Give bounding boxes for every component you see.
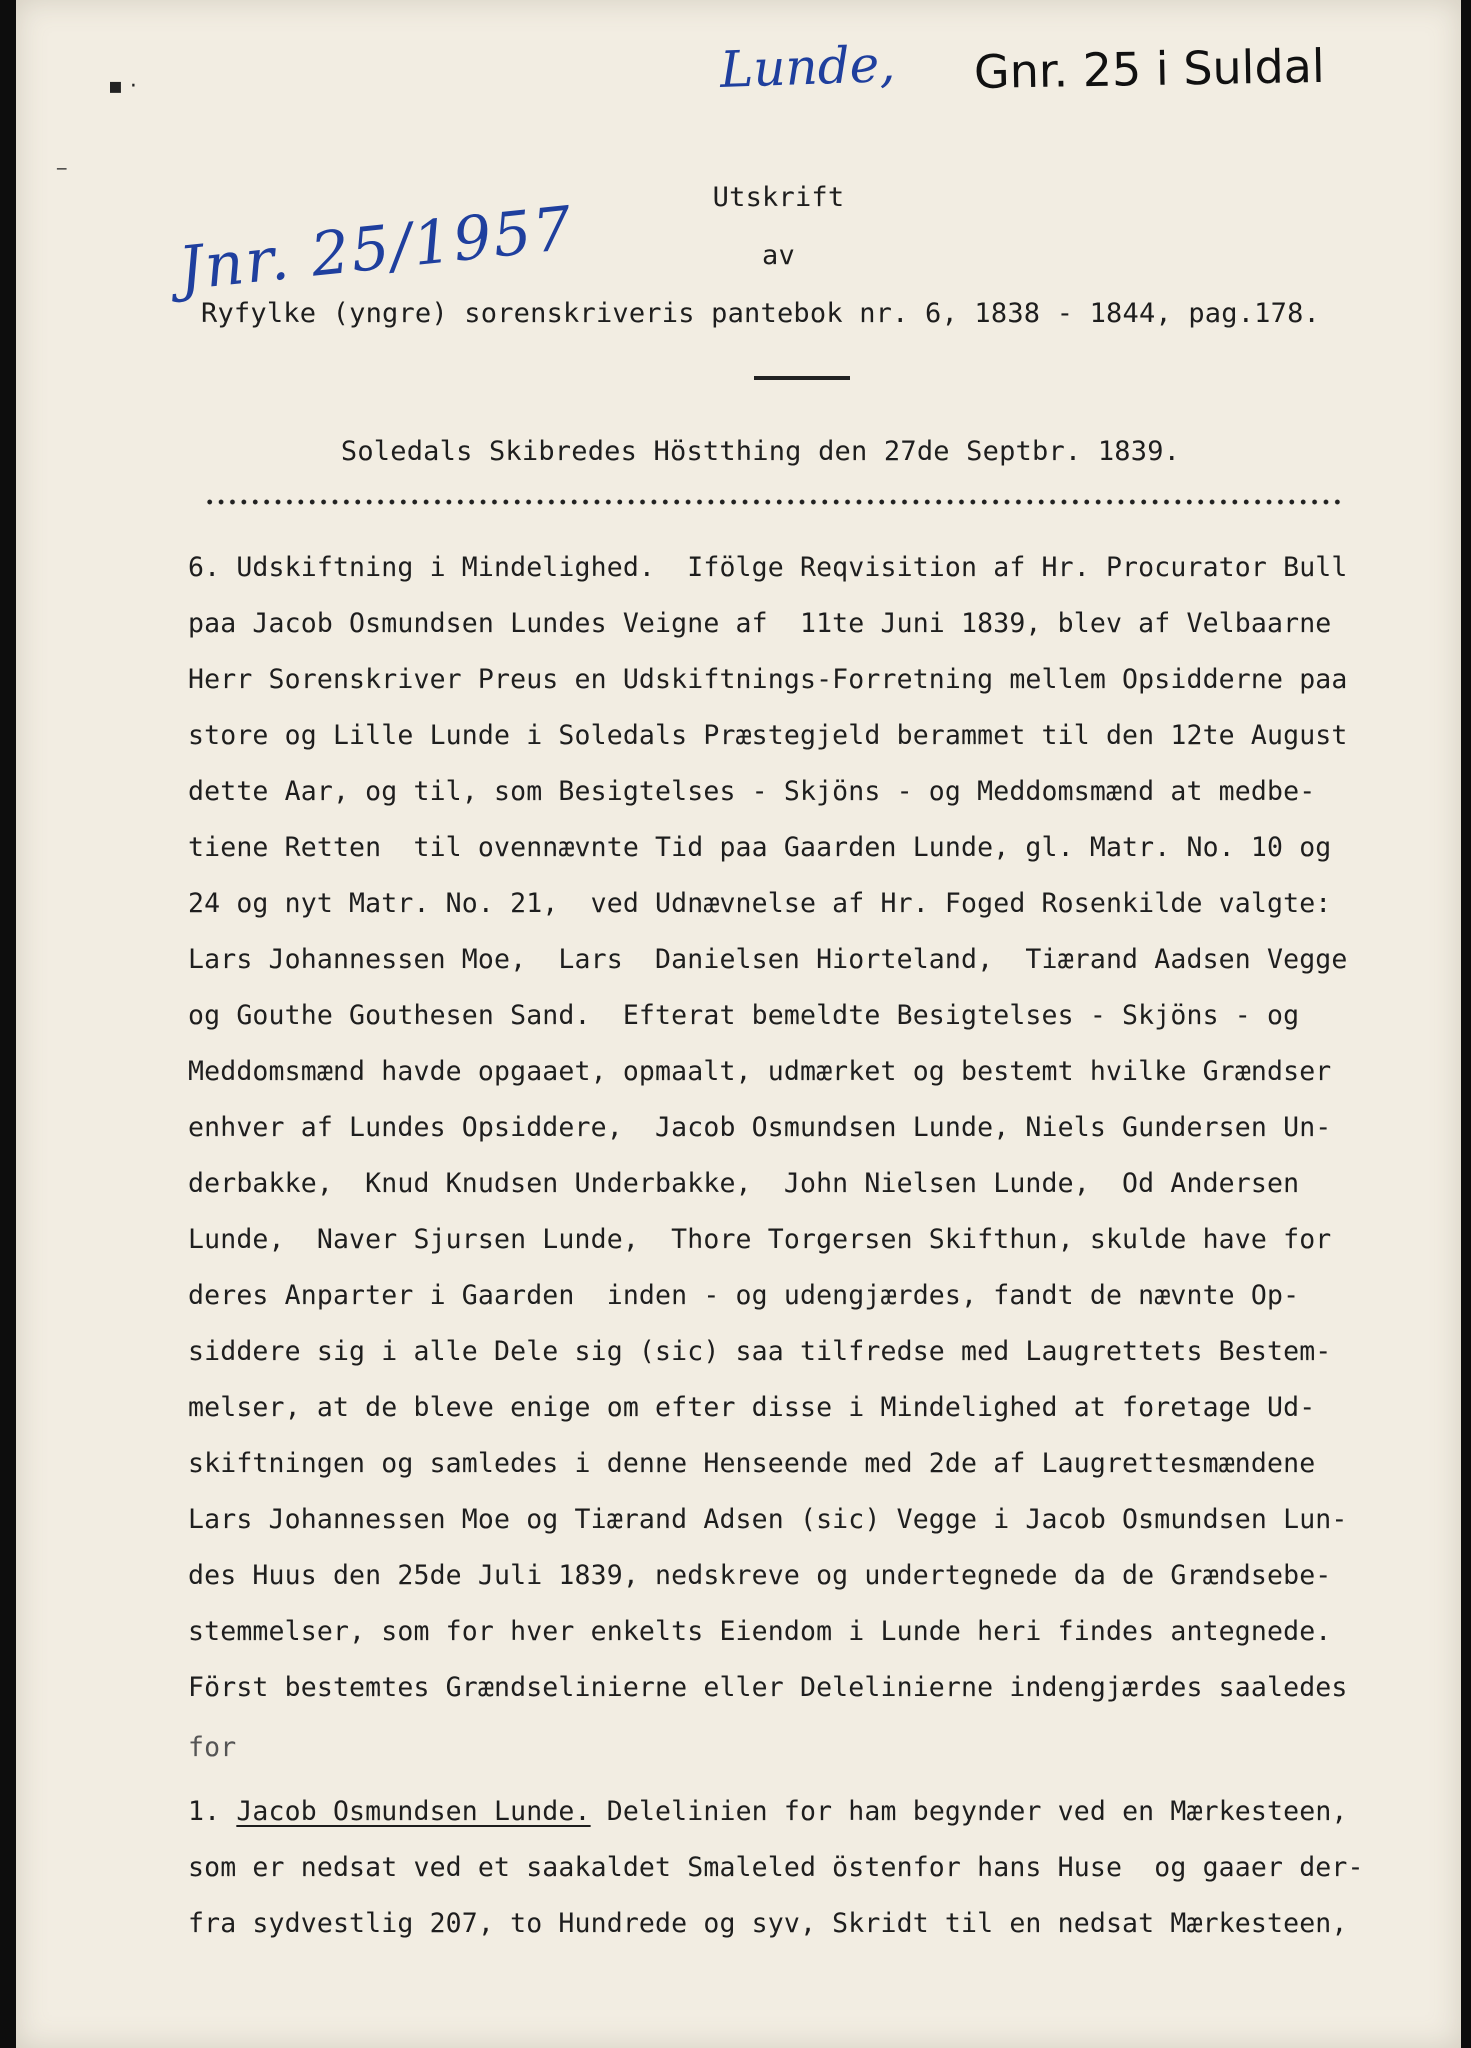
heading-utskrift: Utskrift xyxy=(712,182,845,213)
section-1-line xyxy=(188,1796,1348,1827)
body-line: tiene Retten til ovennævnte Tid paa Gaarden Lunde, gl. Matr. No. 10 og xyxy=(188,832,1332,863)
margin-mark-top: ▪ · xyxy=(108,74,137,99)
body-line: 24 og nyt Matr. No. 21, ved Udnævnelse af Hr. Foged Rosenkilde valgte: xyxy=(188,888,1332,919)
document-page xyxy=(16,0,1461,2048)
body-line: Meddomsmænd havde opgaaet, opmaalt, udmærket og bestemt hvilke Grændser xyxy=(188,1056,1332,1087)
body-line: stemmelser, som for hver enkelts Eiendom i Lunde heri findes antegnede. xyxy=(188,1616,1332,1647)
session-line: Soledals Skibredes Höstthing den 27de Septbr. 1839. xyxy=(340,436,1181,467)
body-line: og Gouthe Gouthesen Sand. Efterat bemeldte Besigtelses - Skjöns - og xyxy=(188,1000,1300,1031)
body-line: fra sydvestlig 207, to Hundrede og syv, Skridt til en nedsat Mærkesteen, xyxy=(188,1908,1348,1939)
dotted-separator xyxy=(204,496,1344,508)
handwritten-journal-number: Jnr. 25/1957 xyxy=(175,193,577,305)
body-line: skiftningen og samledes i denne Henseende med 2de af Laugrettesmændene xyxy=(188,1448,1316,1479)
section-1-name: Jacob Osmundsen Lunde. xyxy=(236,1796,591,1827)
handwritten-gnr: Gnr. 25 i Suldal xyxy=(973,38,1326,100)
body-line: des Huus den 25de Juli 1839, nedskreve og undertegnede da de Grændsebe- xyxy=(188,1560,1332,1591)
body-line: for xyxy=(188,1732,237,1763)
body-line: som er nedsat ved et saakaldet Smaleled östenfor hans Huse og gaaer der- xyxy=(188,1852,1364,1883)
body-line: Lunde, Naver Sjursen Lunde, Thore Torgersen Skifthun, skulde have for xyxy=(188,1224,1332,1255)
heading-av: av xyxy=(762,240,795,271)
body-line: dette Aar, og til, som Besigtelses - Skjöns - og Meddomsmænd at medbe- xyxy=(188,776,1316,807)
body-line: deres Anparter i Gaarden inden - og udengjærdes, fandt de nævnte Op- xyxy=(188,1280,1300,1311)
body-line: enhver af Lundes Opsiddere, Jacob Osmundsen Lunde, Niels Gundersen Un- xyxy=(188,1112,1332,1143)
heading-source: Ryfylke (yngre) sorenskriveris pantebok nr. 6, 1838 - 1844, pag.178. xyxy=(201,298,1320,329)
handwritten-lunde: Lunde, xyxy=(719,34,897,100)
body-line: siddere sig i alle Dele sig (sic) saa tilfredse med Laugrettets Bestem- xyxy=(188,1336,1332,1367)
body-line: store og Lille Lunde i Soledals Præstegjeld berammet til den 12te August xyxy=(188,720,1348,751)
body-line: Först bestemtes Grændselinierne eller Delelinierne indengjærdes saaledes xyxy=(188,1672,1348,1703)
body-line: Lars Johannessen Moe, Lars Danielsen Hiorteland, Tiærand Aadsen Vegge xyxy=(188,944,1348,975)
section-1-number: 1. xyxy=(188,1796,221,1827)
body-line: Herr Sorenskriver Preus en Udskiftnings-Forretning mellem Opsidderne paa xyxy=(188,664,1348,695)
body-line: 6. Udskiftning i Mindelighed. Ifölge Reqvisition af Hr. Procurator Bull xyxy=(188,552,1348,583)
body-line: Lars Johannessen Moe og Tiærand Adsen (sic) Vegge i Jacob Osmundsen Lun- xyxy=(188,1504,1348,1535)
body-line: derbakke, Knud Knudsen Underbakke, John Nielsen Lunde, Od Andersen xyxy=(188,1168,1300,1199)
section-1-text: Delelinien for ham begynder ved en Mærkesteen, xyxy=(590,1796,1348,1827)
heading-divider xyxy=(754,376,850,380)
body-line: paa Jacob Osmundsen Lundes Veigne af 11te Juni 1839, blev af Velbaarne xyxy=(188,608,1332,639)
margin-mark-side: ‒ xyxy=(56,158,68,179)
body-line: melser, at de bleve enige om efter disse i Mindelighed at foretage Ud- xyxy=(188,1392,1316,1423)
